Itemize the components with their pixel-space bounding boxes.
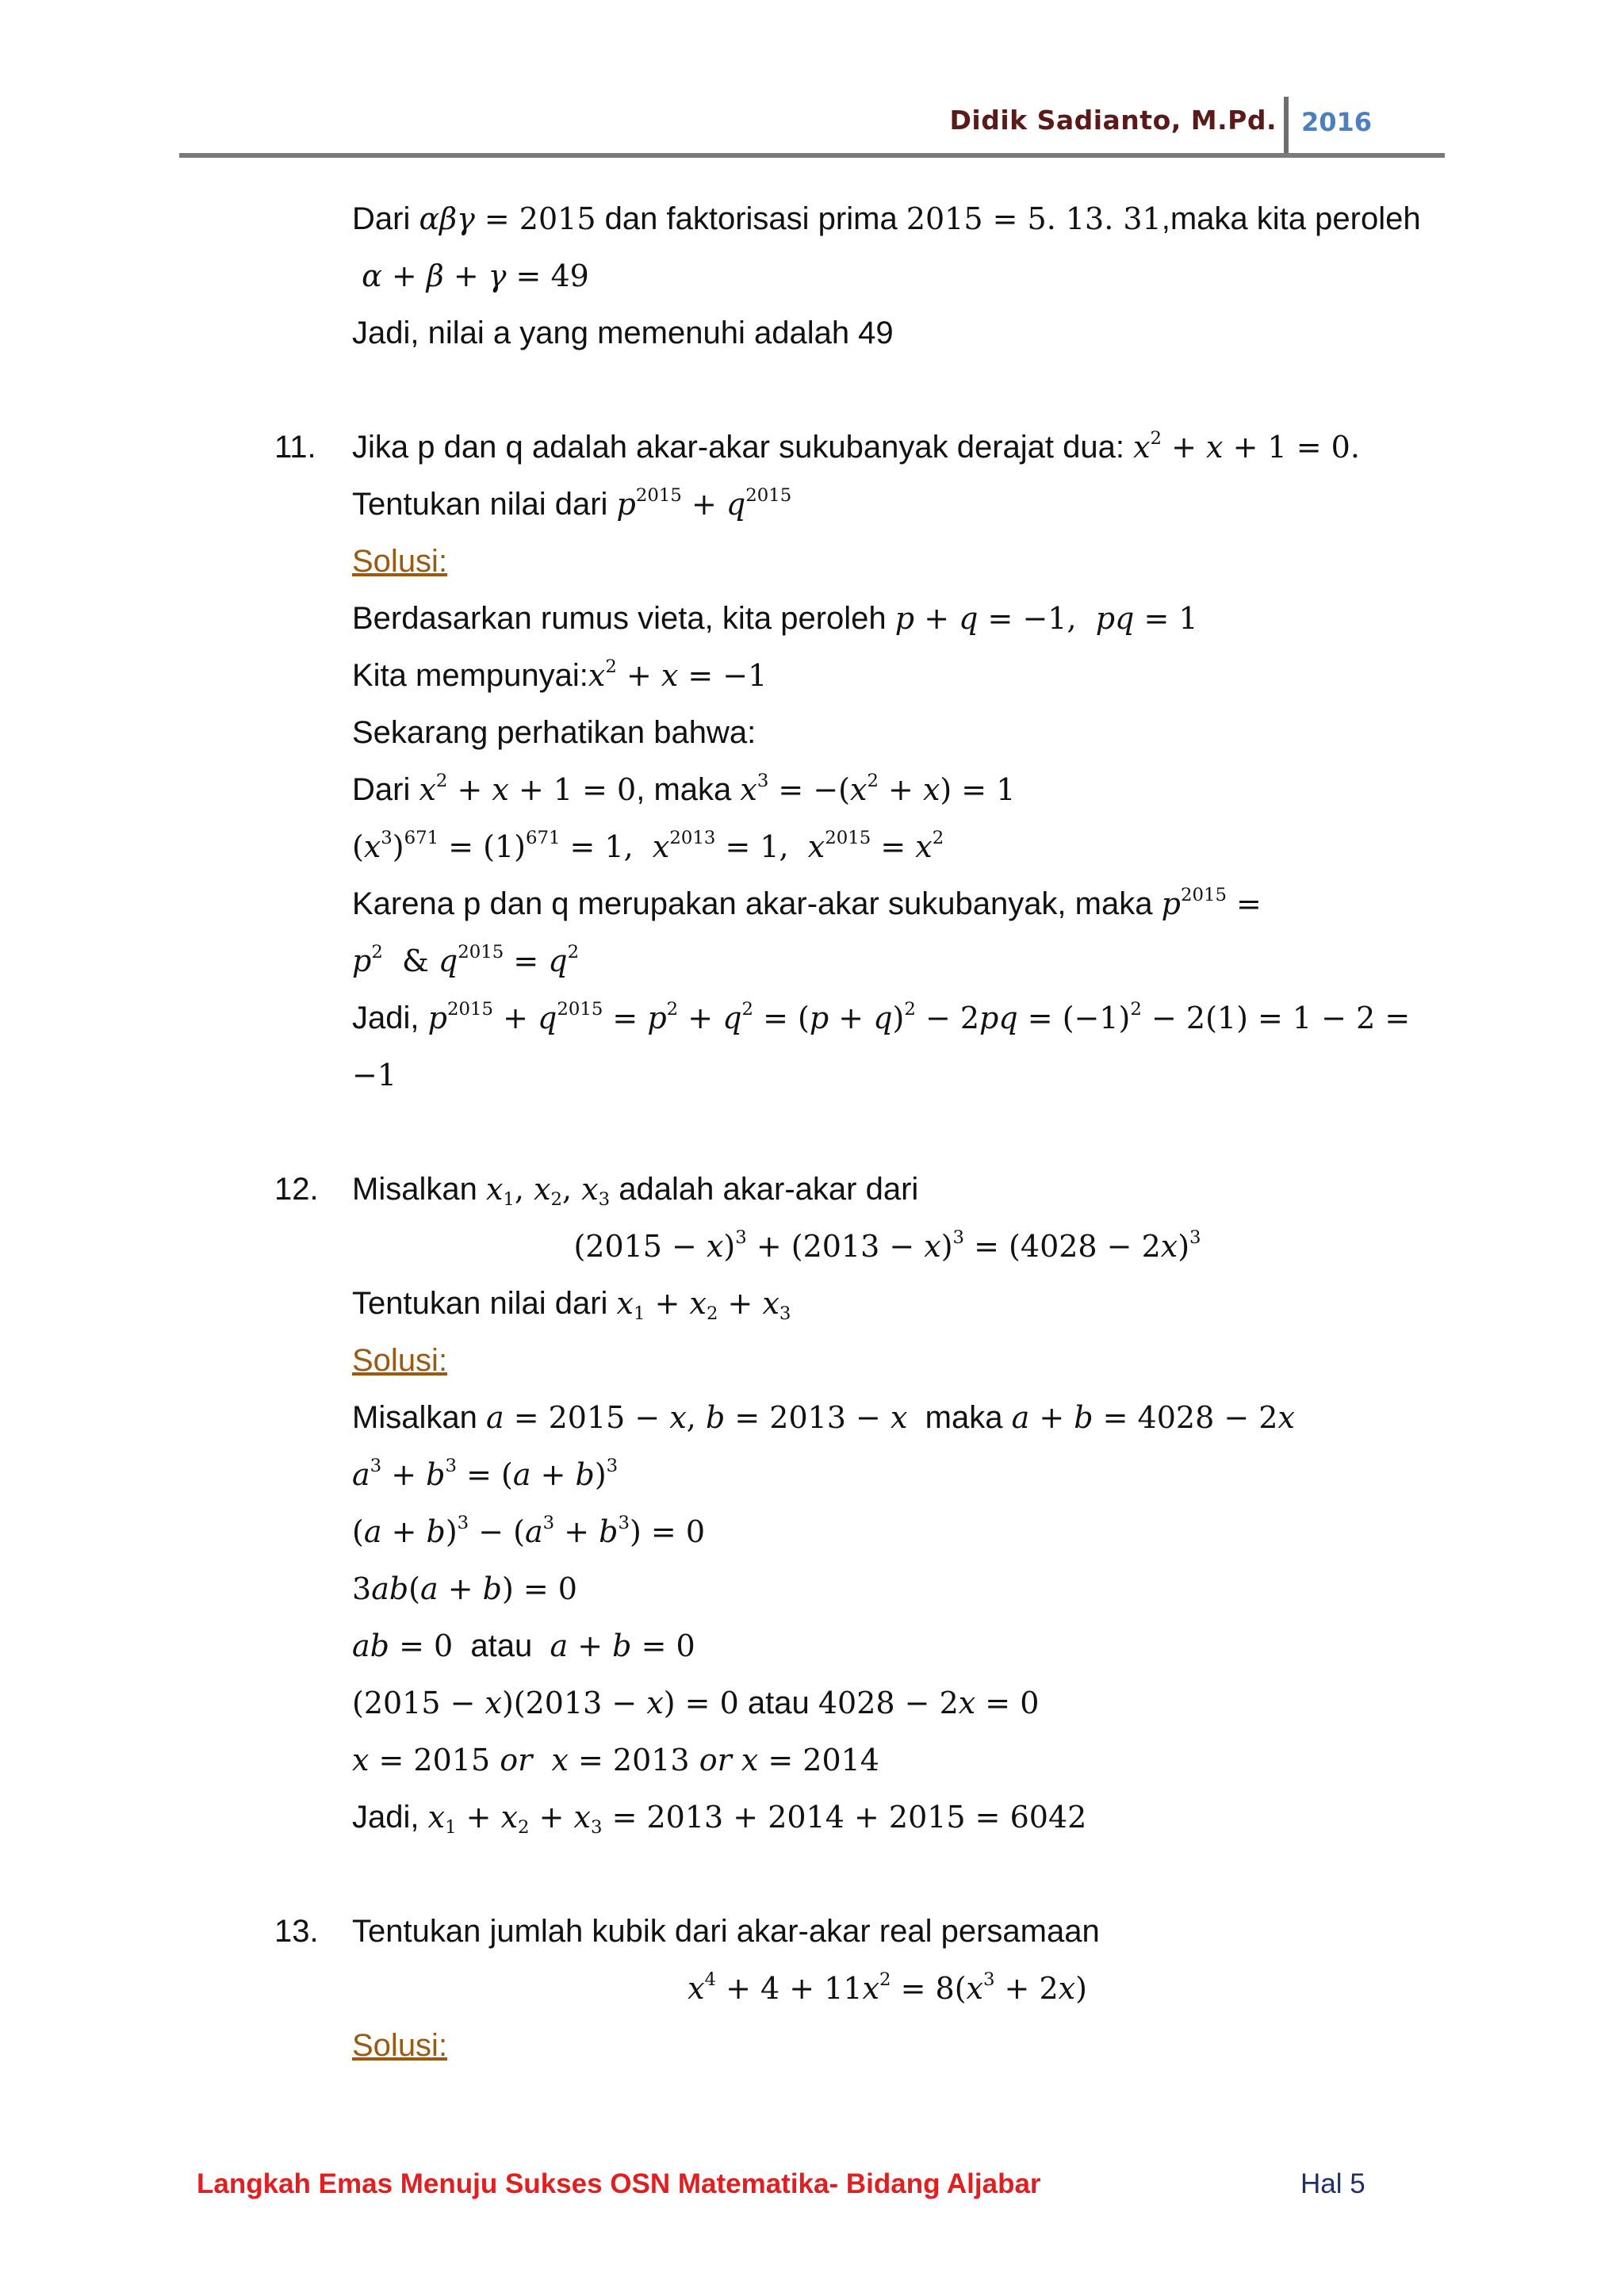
equation-display: $x^4 + 4 + 11x^2 = 8(x^3 + 2x)$ bbox=[688, 1969, 1087, 2006]
problem-statement: Jika p dan q adalah akar-akar sukubanyak derajat dua: $x^2 + x + 1 = 0$. bbox=[352, 427, 1360, 465]
problem-number: 13. bbox=[274, 1914, 319, 1949]
formula-line: α + β + γ = 49 bbox=[362, 258, 589, 293]
text-line: Kita $mempunyai:x^2 + x = -1$ bbox=[352, 656, 768, 693]
problem-number: 12. bbox=[274, 1172, 319, 1207]
conclusion-line: Jadi, nilai a yang memenuhi adalah 49 bbox=[352, 316, 894, 350]
page-number: Hal 5 bbox=[1300, 2168, 1365, 2199]
header-rule bbox=[179, 153, 1445, 158]
text-line: Misalkan a = 2015 − x, b = 2013 − x maka a + b = 4028 − 2x bbox=[352, 1400, 1295, 1435]
formula-line: −1 bbox=[352, 1058, 397, 1093]
solution-label: Solusi: bbox=[352, 1343, 448, 1378]
formula-line: $(x^3)^{671} = (1)^{671} = 1$, $x^{2013} = 1$, $x^{2015} = x^2$ bbox=[352, 827, 944, 864]
text-line: Jadi, $p^{2015} + q^{2015} = p^2 + q^2 = (p + q)^2 - 2pq = (-1)^2 - 2(1) = 1 - 2$ = bbox=[352, 998, 1411, 1035]
formula-line: ab = 0 atau a + b = 0 bbox=[352, 1628, 695, 1663]
formula-line: $p^2$ & $q^{2015} = q^2$ bbox=[352, 941, 580, 978]
equation-display: $(2015 - x)^3 + (2013 - x)^3 = (4028 - 2x)^3$ bbox=[573, 1226, 1201, 1264]
text-line: Dari αβγ = 2015 dan faktorisasi prima 2015 = 5. 13. 31,maka kita peroleh bbox=[352, 201, 1421, 236]
text-line: Berdasarkan rumus vieta, kita peroleh p + q = −1, pq = 1 bbox=[352, 601, 1198, 636]
problem-statement: Misalkan $x_1$, $x_2$, $x_3$ adalah akar-akar dari bbox=[352, 1172, 919, 1210]
text-line: Sekarang perhatikan bahwa: bbox=[352, 715, 756, 750]
problem-statement: Tentukan nilai dari $x_1 + x_2 + x_3$ bbox=[352, 1286, 791, 1324]
solution-label: Solusi: bbox=[352, 544, 448, 579]
author-name: Didik Sadianto, M.Pd. bbox=[949, 105, 1277, 136]
text-line: Karena p dan q merupakan akar-akar sukubanyak, maka $p^{2015}$ = bbox=[352, 884, 1262, 921]
problem-statement: Tentukan jumlah kubik dari akar-akar real persamaan bbox=[352, 1914, 1100, 1949]
text-line: Jadi, $x_1 + x_2 + x_3 = 2013 + 2014 + 2015 = 6042$ bbox=[352, 1800, 1087, 1838]
header-year: 2016 bbox=[1301, 107, 1373, 137]
solution-label: Solusi: bbox=[352, 2028, 448, 2063]
problem-statement: Tentukan nilai dari $p^{2015} + q^{2015}$ bbox=[352, 484, 792, 522]
text-line: Dari $x^2 + x + 1 = 0$, maka $x^3 = -(x^2 + x) = 1$ bbox=[352, 770, 1016, 807]
problem-number: 11. bbox=[274, 430, 316, 465]
header-divider bbox=[1284, 97, 1289, 155]
formula-line: (2015 − x)(2013 − x) = 0 atau 4028 − 2x = 0 bbox=[352, 1686, 1040, 1720]
formula-line: x = 2015 or x = 2013 or x = 2014 bbox=[352, 1743, 879, 1777]
formula-line: 3ab(a + b) = 0 bbox=[352, 1571, 577, 1606]
formula-line: $a^3 + b^3 = (a + b)^3$ bbox=[352, 1455, 619, 1492]
footer-title: Langkah Emas Menuju Sukses OSN Matematika- Bidang Aljabar bbox=[197, 2168, 1041, 2199]
formula-line: $(a + b)^3 - (a^3 + b^3) = 0$ bbox=[352, 1512, 705, 1549]
